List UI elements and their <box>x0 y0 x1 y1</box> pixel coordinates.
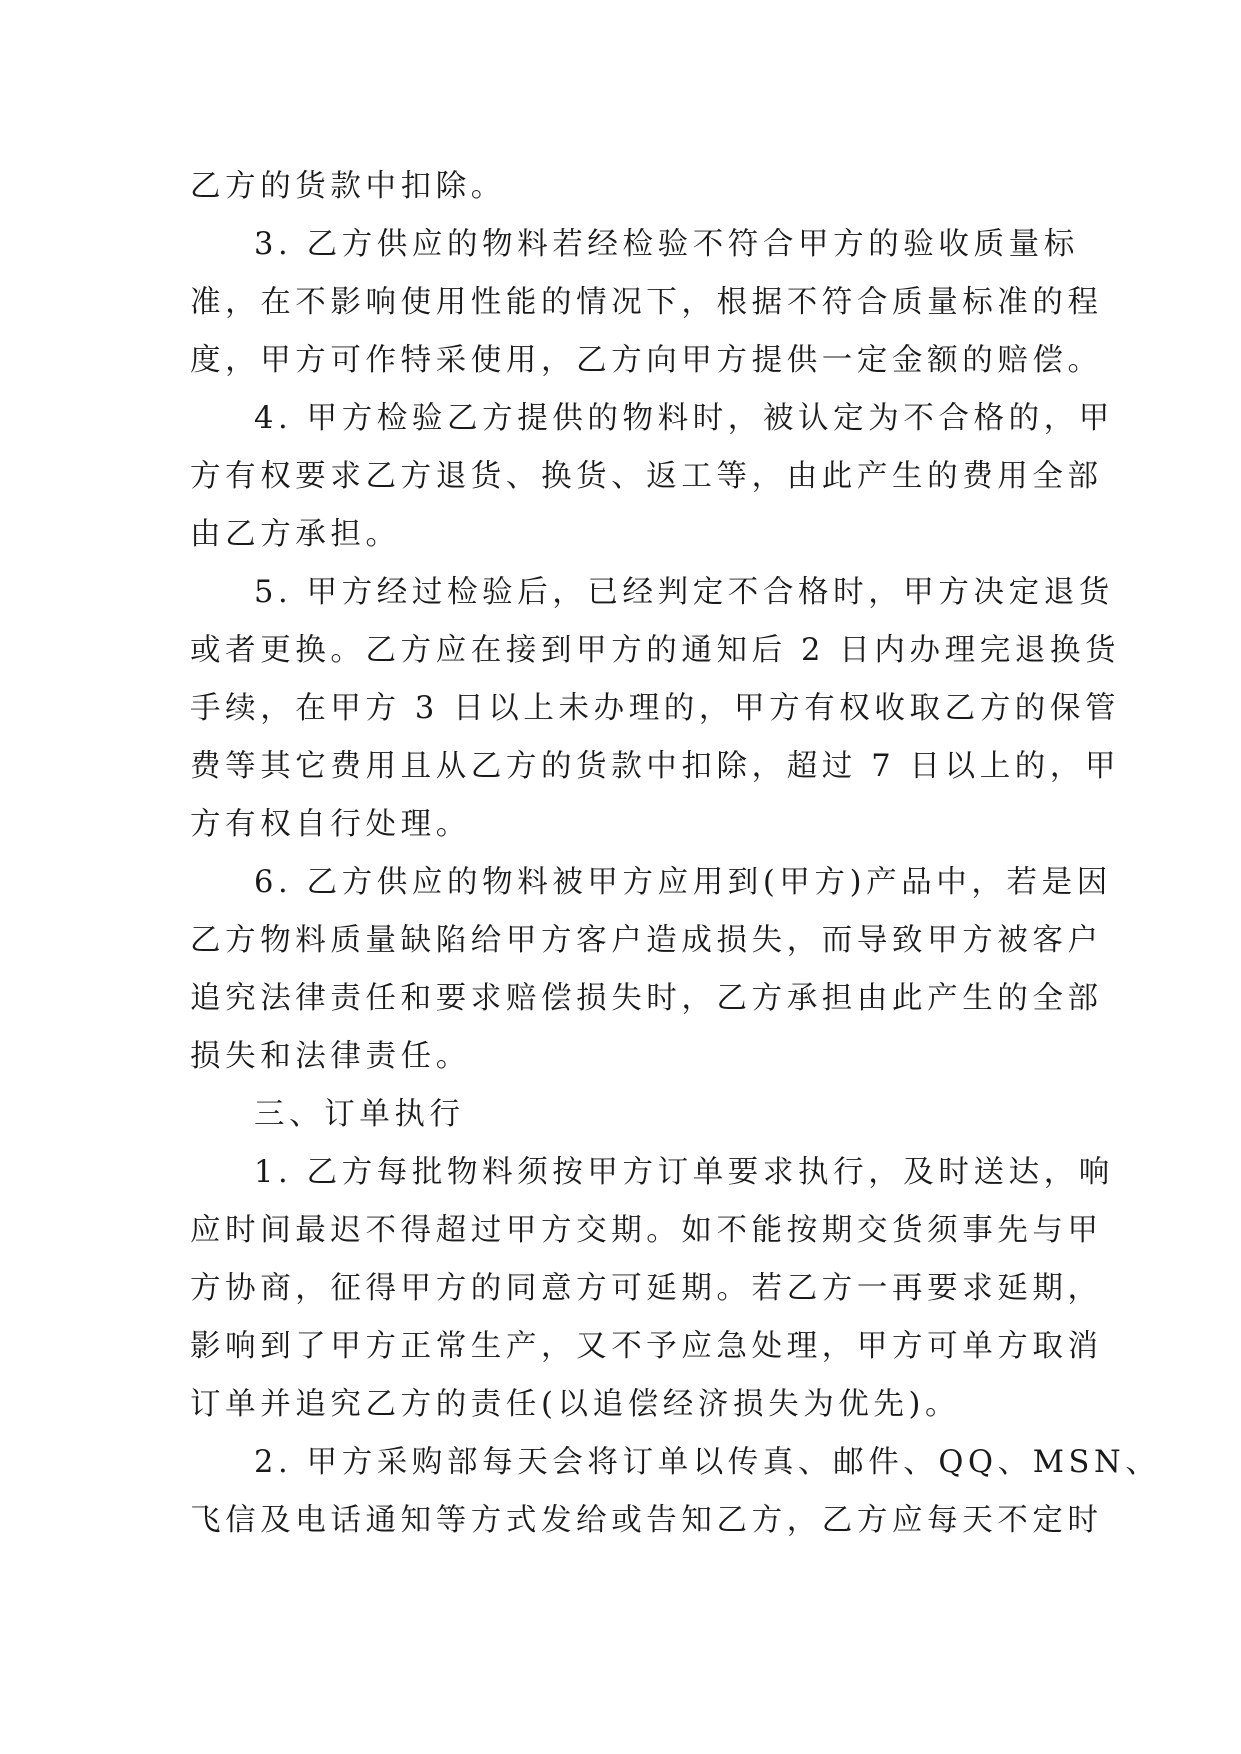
text-line: 订单并追究乙方的责任(以追偿经济损失为优先)。 <box>190 1387 961 1422</box>
text-line: 5. 甲方经过检验后，已经判定不合格时，甲方决定退货 <box>254 575 1114 610</box>
text-line: 费等其它费用且从乙方的货款中扣除，超过 7 日以上的，甲 <box>190 749 1121 784</box>
text-line: 3. 乙方供应的物料若经检验不符合甲方的验收质量标 <box>254 227 1079 262</box>
text-line: 方有权要求乙方退货、换货、返工等，由此产生的费用全部 <box>190 459 1103 494</box>
text-line: 方有权自行处理。 <box>190 807 471 842</box>
text-line: 追究法律责任和要求赔偿损失时，乙方承担由此产生的全部 <box>190 981 1103 1016</box>
text-line: 2. 甲方采购部每天会将订单以传真、邮件、QQ、MSN、 <box>254 1445 1161 1480</box>
text-line: 由乙方承担。 <box>190 517 401 552</box>
text-line: 度，甲方可作特采使用，乙方向甲方提供一定金额的赔偿。 <box>190 343 1103 378</box>
section-heading: 三、订单执行 <box>254 1097 465 1132</box>
text-line: 1. 乙方每批物料须按甲方订单要求执行，及时送达，响 <box>254 1155 1114 1190</box>
text-line: 损失和法律责任。 <box>190 1039 471 1074</box>
text-line: 乙方的货款中扣除。 <box>190 169 506 204</box>
text-line: 影响到了甲方正常生产，又不予应急处理，甲方可单方取消 <box>190 1329 1103 1364</box>
text-line: 4. 甲方检验乙方提供的物料时，被认定为不合格的，甲 <box>254 401 1114 436</box>
text-line: 手续，在甲方 3 日以上未办理的，甲方有权收取乙方的保管 <box>190 691 1121 726</box>
text-line: 飞信及电话通知等方式发给或告知乙方，乙方应每天不定时 <box>190 1503 1103 1538</box>
text-line: 乙方物料质量缺陷给甲方客户造成损失，而导致甲方被客户 <box>190 923 1103 958</box>
text-line: 方协商，征得甲方的同意方可延期。若乙方一再要求延期， <box>190 1271 1103 1306</box>
text-line: 应时间最迟不得超过甲方交期。如不能按期交货须事先与甲 <box>190 1213 1103 1248</box>
text-line: 或者更换。乙方应在接到甲方的通知后 2 日内办理完退换货 <box>190 633 1121 668</box>
text-line: 6. 乙方供应的物料被甲方应用到(甲方)产品中，若是因 <box>254 865 1112 900</box>
text-line: 准，在不影响使用性能的情况下，根据不符合质量标准的程 <box>190 285 1103 320</box>
